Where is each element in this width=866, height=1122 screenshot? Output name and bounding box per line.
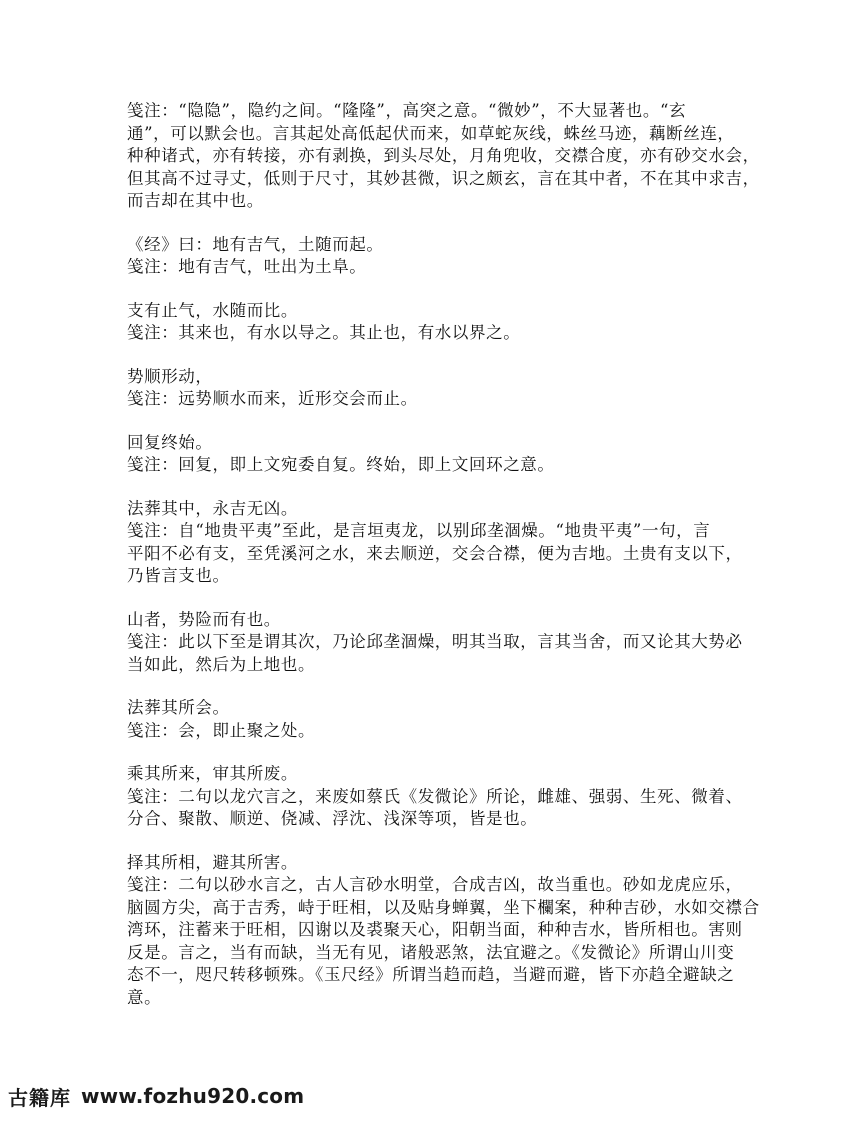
text-line: 笺注：自“地贵平夷”至此，是言垣夷龙，以别邱垄涸燥。“地贵平夷”一句，言 — [127, 521, 711, 540]
watermark-brand: 古籍库 — [8, 1085, 71, 1110]
watermark-url: www.fozhu920.com — [81, 1084, 305, 1108]
text-line: 通”，可以默会也。言其起处高低起伏而来，如草蛇灰线，蛛丝马迹，藕断丝连， — [127, 123, 735, 143]
watermark-footer — [8, 1082, 304, 1110]
text-section — [127, 432, 752, 477]
text-line: 法葬其中，永吉无凶。 — [127, 498, 298, 518]
text-section — [127, 300, 752, 345]
text-section — [127, 763, 752, 831]
text-section — [127, 366, 752, 411]
text-line: 而吉却在其中也。 — [127, 191, 264, 210]
text-line: 当如此，然后为上地也。 — [127, 654, 316, 674]
text-line: 但其高不过寻丈，低则于尺寸，其妙甚微，识之颇玄，言在其中者，不在其中求吉， — [127, 168, 760, 188]
text-line: 笺注：“隐隐”，隐约之间。“隆隆”，高突之意。“微妙”，不大显著也。“玄 — [127, 101, 687, 120]
text-section — [127, 498, 752, 588]
text-line: 态不一，咫尺转移顿殊。《玉尺经》所谓当趋而趋，当避而避，皆下亦趋全避缺之 — [127, 965, 735, 984]
text-line: 反是。言之，当有而缺，当无有见，诸般恶煞，法宜避之。《发微论》所谓山川变 — [127, 942, 735, 962]
text-line: 山者，势险而有也。 — [127, 609, 281, 629]
text-line: 平阳不必有支，至凭溪河之水，来去顺逆，交会合襟，便为吉地。土贵有支以下， — [127, 543, 743, 563]
text-line: 支有止气，水随而比。 — [127, 300, 298, 320]
text-line: 笺注：地有吉气，吐出为土阜。 — [127, 257, 367, 276]
text-line: 种种诸式，亦有转接，亦有剥换，到头尽处，月角兜收，交襟合度，亦有砂交水会， — [127, 146, 760, 165]
text-line: 《经》曰：地有吉气，土随而起。 — [127, 234, 384, 254]
text-line: 笺注：其来也，有水以导之。其止也，有水以界之。 — [127, 323, 521, 342]
text-line: 笺注：回复，即上文宛委自复。终始，即上文回环之意。 — [127, 455, 555, 474]
text-line: 笺注：二句以砂水言之，古人言砂水明堂，合成吉凶，故当重也。砂如龙虎应乐， — [127, 875, 743, 894]
text-section — [127, 100, 760, 213]
document-body — [127, 100, 760, 1030]
text-line: 回复终始。 — [127, 432, 213, 452]
text-line: 脑圆方尖，高于吉秀，峙于旺相，以及贴身蝉翼，坐下欄案，种种吉砂，水如交襟合 — [127, 897, 760, 917]
text-section — [127, 609, 752, 677]
text-line: 乘其所来，审其所废。 — [127, 764, 298, 783]
text-line: 笺注：此以下至是谓其次，乃论邱垄涸燥，明其当取，言其当舍，而又论其大势必 — [127, 632, 743, 651]
text-line: 湾环，注蓄来于旺相，囚谢以及裘聚天心，阳朝当面，种种吉水，皆所相也。害则 — [127, 920, 743, 939]
text-section — [127, 234, 752, 279]
text-line: 势顺形动， — [127, 366, 213, 386]
text-line: 笺注：会，即止聚之处。 — [127, 720, 316, 740]
text-line: 笺注：二句以龙穴言之，来废如蔡氏《发微论》所论，雌雄、强弱、生死、微着、 — [127, 786, 743, 806]
text-line: 笺注：远势顺水而来，近形交会而止。 — [127, 389, 418, 408]
text-line: 意。 — [127, 987, 162, 1007]
text-line: 乃皆言支也。 — [127, 566, 230, 585]
text-section — [127, 697, 752, 742]
text-line: 择其所相，避其所害。 — [127, 852, 298, 872]
text-line: 法葬其所会。 — [127, 698, 230, 717]
text-line: 分合、聚散、顺逆、侥减、浮沈、浅深等项，皆是也。 — [127, 809, 538, 828]
text-section — [127, 852, 760, 1010]
